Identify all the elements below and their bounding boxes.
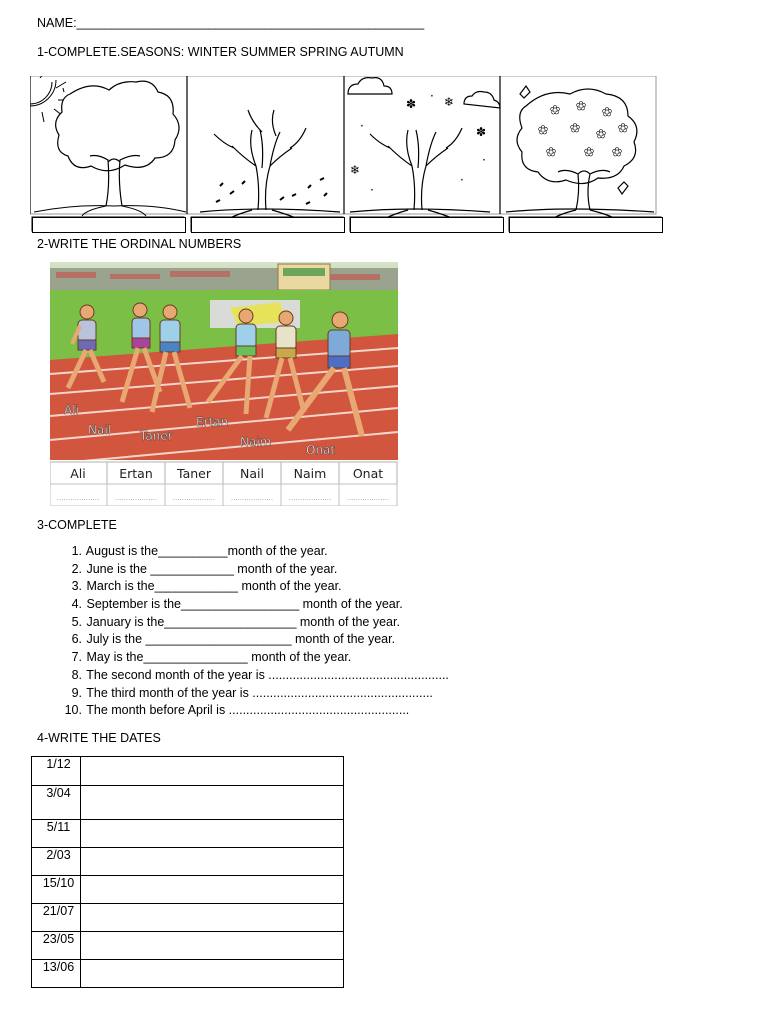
svg-text:✽: ✽: [406, 97, 417, 111]
spring-tree-picture: [506, 86, 654, 218]
runner-label: Ertan: [196, 415, 229, 429]
svg-text:❄: ❄: [350, 163, 361, 177]
svg-text:·: ·: [370, 183, 374, 197]
svg-text:✿: ✿: [570, 121, 581, 135]
svg-text:✿: ✿: [584, 145, 595, 159]
season-answer-box-4[interactable]: [509, 217, 663, 233]
svg-text:✿: ✿: [576, 99, 587, 113]
question-item[interactable]: 3. March is the____________ month of the year.: [71, 579, 342, 594]
race-picture: [50, 262, 398, 506]
section1-title: 1-COMPLETE.SEASONS: WINTER SUMMER SPRING AUTUMN: [37, 45, 404, 59]
section4-title: 4-WRITE THE DATES: [37, 731, 161, 745]
svg-text:✿: ✿: [602, 105, 613, 119]
svg-text:✿: ✿: [550, 103, 561, 117]
autumn-tree-picture: [200, 110, 340, 218]
question-item[interactable]: 6. July is the _____________________ month of the year.: [71, 632, 396, 647]
svg-text:✿: ✿: [538, 123, 549, 137]
name-field[interactable]: NAME:__________________________________________________: [37, 16, 425, 30]
svg-text:✿: ✿: [612, 145, 623, 159]
table-row: [32, 876, 344, 904]
ordinal-name-table: [50, 460, 398, 506]
runner-label: Naim: [240, 435, 272, 449]
winter-tree-picture: [348, 78, 500, 218]
question-item[interactable]: 9. The third month of the year is ....................................................: [71, 685, 433, 700]
table-name-cell: Ali: [70, 466, 86, 481]
seasons-illustration: [30, 76, 662, 236]
question-item[interactable]: 5. January is the___________________ month of the year.: [71, 614, 400, 629]
ordinal-answer-blank: ...................: [288, 494, 332, 502]
svg-text:✿: ✿: [618, 121, 629, 135]
season-answer-box-3[interactable]: [350, 217, 504, 233]
ordinal-answer-blank: ...................: [230, 494, 274, 502]
table-name-cell: Ertan: [119, 466, 153, 481]
question-item[interactable]: 10. The month before April is ....................................................: [64, 703, 410, 718]
summer-tree-picture: [30, 76, 186, 216]
table-name-cell: Taner: [177, 466, 211, 481]
table-row: [32, 848, 344, 876]
ordinal-answer-blank: ...................: [346, 494, 390, 502]
ordinal-answer-blank: ...................: [114, 494, 158, 502]
ordinal-answer-blank: ...................: [172, 494, 216, 502]
table-row: [32, 757, 344, 786]
season-answer-box-2[interactable]: [191, 217, 345, 233]
svg-text:·: ·: [430, 89, 434, 103]
date-answer-cell[interactable]: [81, 786, 344, 820]
svg-text:·: ·: [360, 119, 364, 133]
runner-label: Onat: [306, 443, 336, 457]
svg-text:✿: ✿: [596, 127, 607, 141]
svg-text:·: ·: [482, 153, 486, 167]
date-cell: 1/12: [46, 757, 71, 771]
question-item[interactable]: 8. The second month of the year is ....................................................: [71, 667, 449, 682]
question-item[interactable]: 7. May is the_______________ month of the year.: [71, 650, 352, 665]
svg-text:❄: ❄: [444, 95, 455, 109]
date-cell: 3/04: [46, 786, 71, 800]
date-cell: 5/11: [46, 820, 71, 834]
svg-text:✽: ✽: [476, 125, 487, 139]
date-answer-cell[interactable]: [81, 848, 344, 876]
date-cell: 15/10: [42, 876, 75, 890]
date-cell: 21/07: [42, 904, 75, 918]
table-name-cell: Naim: [293, 466, 327, 481]
date-answer-cell[interactable]: [81, 820, 344, 848]
month-questions-list: [58, 543, 449, 720]
table-row: [32, 786, 344, 820]
runner-label: Taner: [140, 429, 173, 443]
question-item[interactable]: 2. June is the ____________ month of the year.: [71, 561, 338, 576]
date-cell: 2/03: [46, 848, 71, 862]
dates-table: [31, 756, 344, 988]
question-item[interactable]: 4. September is the_________________ month of the year.: [71, 597, 403, 612]
date-answer-cell[interactable]: [81, 904, 344, 932]
table-row: [32, 904, 344, 932]
date-cell: 13/06: [42, 960, 75, 974]
season-answer-box-1[interactable]: [32, 217, 186, 233]
runner-label: Ali: [64, 403, 79, 417]
date-answer-cell[interactable]: [81, 932, 344, 960]
svg-text:✿: ✿: [546, 145, 557, 159]
date-cell: 23/05: [42, 932, 75, 946]
table-row: [32, 960, 344, 988]
svg-text:·: ·: [460, 173, 464, 187]
table-name-cell: Onat: [352, 466, 384, 481]
section2-title: 2-WRITE THE ORDINAL NUMBERS: [37, 237, 242, 251]
date-answer-cell[interactable]: [81, 960, 344, 988]
table-row: [32, 820, 344, 848]
runner-label: Nail: [88, 423, 111, 437]
table-row: [32, 932, 344, 960]
date-answer-cell[interactable]: [81, 876, 344, 904]
section3-title: 3-COMPLETE: [37, 518, 117, 532]
date-answer-cell[interactable]: [81, 757, 344, 786]
question-item[interactable]: 1. August is the__________month of the year.: [71, 544, 328, 558]
table-name-cell: Nail: [240, 466, 264, 481]
ordinal-answer-blank: ...................: [56, 494, 100, 502]
